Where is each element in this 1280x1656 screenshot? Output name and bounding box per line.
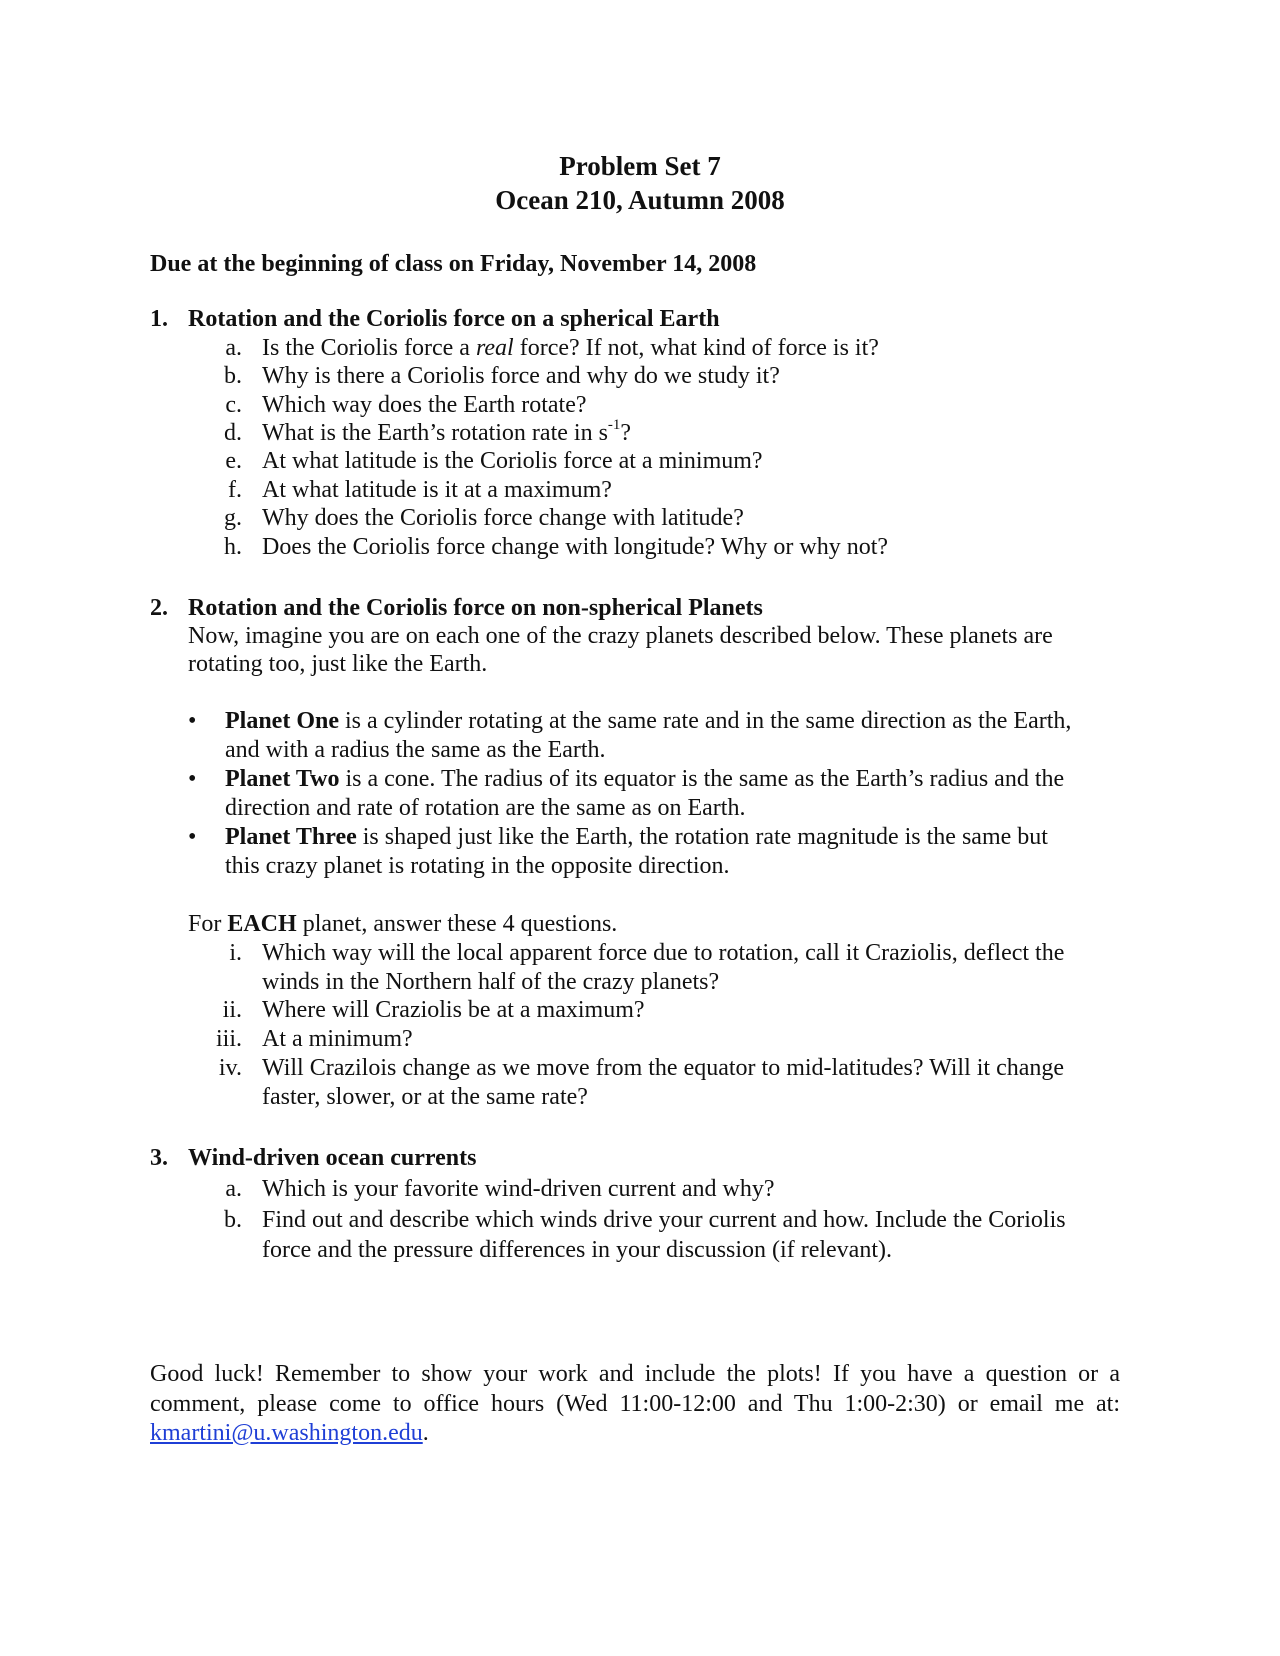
planet-three-line: this crazy planet is rotating in the opposite direction. — [225, 853, 730, 879]
footer-email-line: kmartini@u.washington.edu. — [150, 1420, 429, 1446]
email-link[interactable]: kmartini@u.washington.edu — [150, 1420, 423, 1446]
bullet-icon: • — [188, 708, 197, 734]
q1-item-e: At what latitude is the Coriolis force at a minimum? — [262, 448, 763, 474]
planet-one-line: and with a radius the same as the Earth. — [225, 737, 606, 763]
q2-intro-line: Now, imagine you are on each one of the crazy planets described below. These planets are — [188, 623, 1053, 649]
q1-item-a: Is the Coriolis force a real force? If not, what kind of force is it? — [262, 335, 879, 361]
q3-item-b-cont: force and the pressure differences in your discussion (if relevant). — [262, 1237, 892, 1263]
q1-number: 1. — [150, 306, 168, 332]
q2-question-label: i. — [229, 940, 242, 966]
course-subtitle: Ocean 210, Autumn 2008 — [495, 185, 785, 215]
q3-number: 3. — [150, 1145, 168, 1171]
planet-one-line: Planet One is a cylinder rotating at the same rate and in the same direction as the Earth, — [225, 708, 1072, 734]
q3-item-b: Find out and describe which winds drive your current and how. Include the Coriolis — [262, 1207, 1066, 1233]
q1-item-label: c. — [225, 392, 242, 418]
each-planet-instruction: For EACH planet, answer these 4 questions. — [188, 911, 618, 937]
q3-item-a: Which is your favorite wind-driven current and why? — [262, 1176, 775, 1202]
q2-question-iv-cont: faster, slower, or at the same rate? — [262, 1084, 588, 1110]
q2-question-i: Which way will the local apparent force due to rotation, call it Craziolis, deflect the — [262, 940, 1065, 966]
q1-item-label: b. — [224, 363, 242, 389]
footer-line: comment, please come to office hours (Wed 11:00-12:00 and Thu 1:00-2:30) or email me at: — [150, 1391, 1120, 1417]
q2-question-label: ii. — [222, 997, 242, 1023]
q1-item-h: Does the Coriolis force change with longitude? Why or why not? — [262, 534, 889, 560]
q3-item-label: a. — [225, 1176, 242, 1202]
q2-question-iv: Will Crazilois change as we move from the equator to mid-latitudes? Will it change — [262, 1055, 1065, 1081]
q2-question-ii: Where will Craziolis be at a maximum? — [262, 997, 645, 1023]
due-date: Due at the beginning of class on Friday, November 14, 2008 — [150, 251, 757, 277]
q2-number: 2. — [150, 595, 168, 621]
q1-item-g: Why does the Coriolis force change with latitude? — [262, 505, 744, 531]
bullet-icon: • — [188, 824, 197, 850]
q1-item-label: d. — [224, 420, 242, 446]
document-title: Problem Set 7 — [559, 151, 721, 181]
planet-two-line: direction and rate of rotation are the same as on Earth. — [225, 795, 746, 821]
q1-item-label: a. — [225, 335, 242, 361]
q3-item-label: b. — [224, 1207, 242, 1233]
q2-question-i-cont: winds in the Northern half of the crazy planets? — [262, 969, 720, 995]
q3-heading: Wind-driven ocean currents — [188, 1145, 477, 1171]
q1-item-label: g. — [224, 505, 242, 531]
planet-two-line: Planet Two is a cone. The radius of its equator is the same as the Earth’s radius and the — [225, 766, 1065, 792]
q1-item-c: Which way does the Earth rotate? — [262, 392, 587, 418]
q1-heading: Rotation and the Coriolis force on a spherical Earth — [188, 306, 720, 332]
q1-item-label: e. — [225, 448, 242, 474]
q2-intro-line: rotating too, just like the Earth. — [188, 651, 488, 677]
q2-question-label: iv. — [218, 1055, 242, 1081]
q1-item-label: h. — [224, 534, 242, 560]
q2-question-iii: At a minimum? — [262, 1026, 413, 1052]
q2-question-label: iii. — [215, 1026, 242, 1052]
bullet-icon: • — [188, 766, 197, 792]
q1-item-label: f. — [228, 477, 242, 503]
q2-heading: Rotation and the Coriolis force on non-spherical Planets — [188, 595, 763, 621]
q1-item-d: What is the Earth’s rotation rate in $s^{-1}$? — [262, 417, 632, 446]
footer-line: Good luck! Remember to show your work and include the plots! If you have a question or a — [150, 1361, 1120, 1387]
q1-item-f: At what latitude is it at a maximum? — [262, 477, 612, 503]
q1-item-b: Why is there a Coriolis force and why do we study it? — [262, 363, 780, 389]
planet-three-line: Planet Three is shaped just like the Earth, the rotation rate magnitude is the same but — [225, 824, 1048, 850]
